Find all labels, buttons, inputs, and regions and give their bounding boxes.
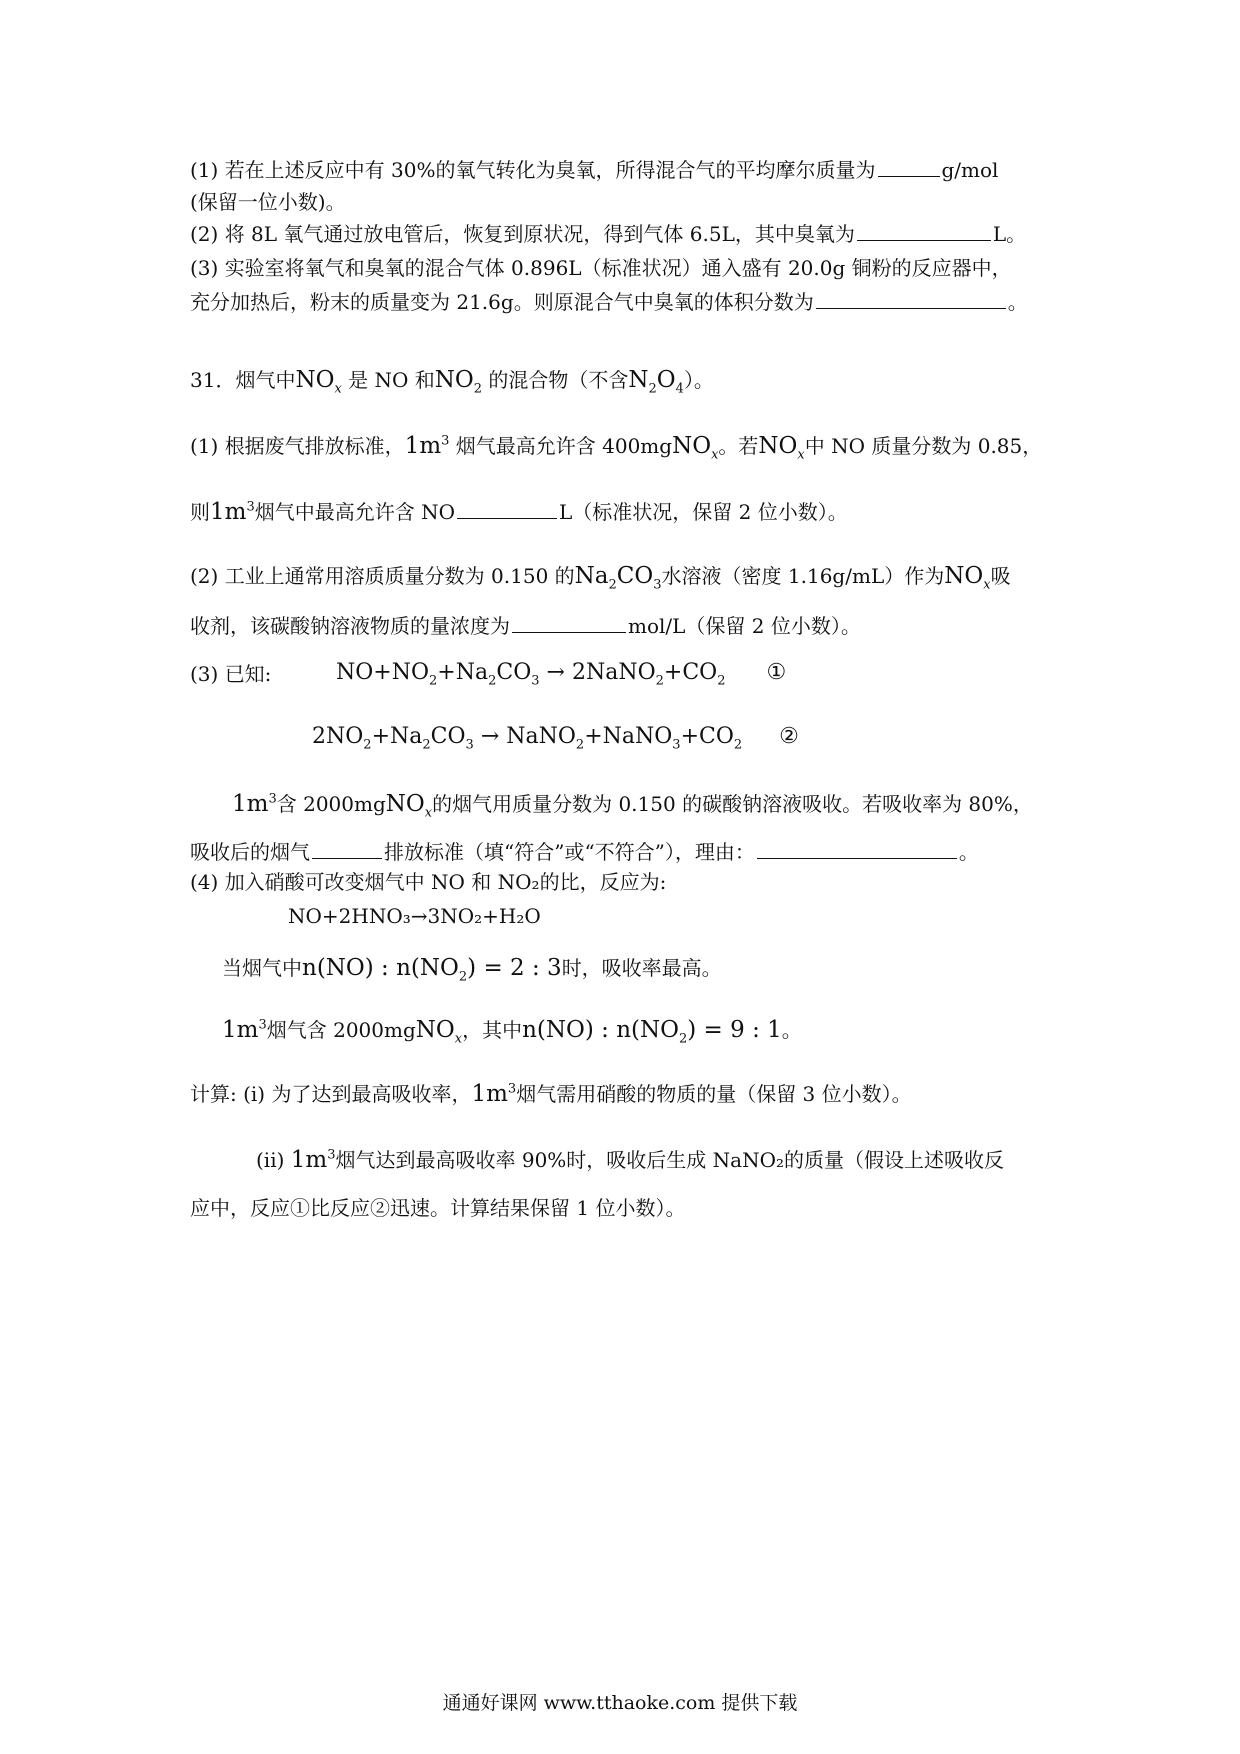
q30-part2-line: [190, 220, 1060, 248]
q30-part3-text: (3) 实验室将氧气和臭氧的混合气体 0.896L（标准状况）通入盛有 20.0g 铜粉的反应器中，: [190, 256, 1012, 280]
q30-part2-text: (2) 将 8L 氧气通过放电管后，恢复到原状况，得到气体 6.5L，其中臭氧为: [190, 222, 855, 246]
calc-text: 计算: (i) 为了达到最高吸收率，: [190, 1082, 472, 1106]
period-text: 。: [958, 840, 979, 864]
part1-text-6: 烟气中最高允许含 NO: [254, 500, 455, 524]
part1-text-7: L（标准状况，保留 2 位小数）。: [559, 500, 848, 524]
answer-blank[interactable]: [816, 288, 1006, 309]
ratio-expression: n(NO) : $n(NO_2) = 2$ : 3: [302, 955, 562, 985]
unit-text: L。: [992, 222, 1027, 246]
formula-m3: $1m^3$: [404, 433, 450, 459]
part4-text-2: 当烟气中: [222, 956, 302, 980]
equation-3: NO+2HNO₃→3NO₂+H₂O: [288, 904, 541, 928]
formula-m3: $1m^3$: [210, 499, 255, 525]
intro-text: 是 NO 和: [348, 368, 435, 392]
answer-blank[interactable]: [757, 838, 957, 859]
part3-text-3: 吸收后的烟气: [190, 840, 310, 864]
q31-part4-line1: [190, 868, 1060, 896]
formula-na2co3: $Na_2CO_3$: [574, 563, 662, 593]
calc-text-4: 应中，反应①比反应②迅速。计算结果保留 1 位小数）。: [190, 1196, 686, 1220]
part4-text-4: 烟气含 2000mg: [266, 1018, 416, 1042]
formula-m3: $1m^3$: [471, 1081, 517, 1107]
part2-text: (2) 工业上通常用溶质质量分数为 0.150 的: [190, 564, 575, 588]
equation-1-number: ①: [766, 660, 787, 685]
q31-part4-line3: [222, 1016, 1060, 1047]
q30-part1-line1: [190, 156, 1060, 184]
q30-part1-note: (保留一位小数)。: [190, 190, 346, 214]
q30-part3-line2: [190, 288, 1060, 316]
equation-2-number: ②: [779, 724, 799, 749]
formula-m3: $1m^3$: [222, 1017, 267, 1043]
formula-n2o4: $N_2O_4$: [628, 367, 684, 397]
part2-text-3: 吸: [990, 564, 1011, 588]
q30-part3-line1: [190, 254, 1060, 282]
q31-calc-line1: [190, 1080, 1060, 1108]
q31-part1-line1: [190, 432, 1060, 463]
part3-text-4: 排放标准（填“符合”或“不符合”），理由：: [384, 840, 755, 864]
answer-blank[interactable]: [512, 612, 626, 633]
formula-nox: $NO_x$: [944, 563, 991, 593]
answer-blank[interactable]: [857, 220, 991, 241]
page-footer: 通通好课网 www.tthaoke.com 提供下载: [442, 1692, 798, 1714]
period-text: 。: [1007, 290, 1028, 314]
q31-part3-line3: [232, 790, 1060, 821]
q31-part4-line2: [222, 954, 1060, 985]
part2-text-2: 水溶液（密度 1.16g/mL）作为: [661, 564, 945, 588]
q30-part1-text: (1) 若在上述反应中有 30%的氧气转化为臭氧，所得混合气的平均摩尔质量为: [190, 158, 876, 182]
part2-text-5: mol/L（保留 2 位小数）。: [628, 614, 861, 638]
ratio-expression-2: n(NO) : $n(NO_2) = 9$ : 1: [522, 1017, 782, 1047]
q31-calc-line3: [190, 1194, 1060, 1222]
formula-nox: $NO_x$: [385, 791, 433, 821]
answer-blank[interactable]: [457, 498, 557, 519]
part4-text: (4) 加入硝酸可改变烟气中 NO 和 NO₂的比，反应为:: [190, 870, 667, 894]
intro-text-3: ）。: [683, 368, 714, 392]
calc-text-2: 烟气需用硝酸的物质的量（保留 3 位小数）。: [516, 1082, 912, 1106]
q31-part2-line2: [190, 612, 1060, 640]
q30-part3-text-2: 充分加热后，粉末的质量变为 21.6g。则原混合气中臭氧的体积分数为: [190, 290, 814, 314]
q31-calc-line2: [256, 1146, 1060, 1174]
period-text: 。: [781, 1018, 802, 1042]
part3-text: 含 2000mg: [276, 792, 386, 816]
part1-text-4: 中 NO 质量分数为 0.85，: [804, 434, 1043, 458]
unit-text: g/mol: [941, 158, 999, 182]
q31-part1-line2: [190, 498, 1060, 526]
answer-blank[interactable]: [878, 156, 940, 177]
intro-text-2: 的混合物（不含: [488, 368, 629, 392]
q30-part1-line2: [190, 188, 1060, 216]
q31-intro: [190, 366, 1060, 397]
q31-number: 31．烟气中: [190, 368, 296, 392]
part3-label: (3) 已知:: [190, 662, 272, 686]
q31-part2-line1: [190, 562, 1060, 593]
calc-label-ii: (ii): [256, 1148, 285, 1172]
part3-text-2: 的烟气用质量分数为 0.150 的碳酸钠溶液吸收。若吸收率为 80%，: [432, 792, 1033, 816]
part4-text-5: ，其中: [462, 1018, 523, 1042]
part2-text-4: 收剂，该碳酸钠溶液物质的量浓度为: [190, 614, 510, 638]
answer-blank[interactable]: [312, 838, 382, 859]
calc-text-3: 烟气达到最高吸收率 90%时，吸收后生成 NaNO₂的质量（假设上述吸收反: [335, 1148, 1005, 1172]
formula-nox: $NO_x$: [758, 433, 805, 463]
equation-2: $2NO_2+Na_2CO_3$ → $NaNO_2+NaNO_3+CO_2$ ②: [312, 724, 799, 753]
formula-nox: $NO_x$: [672, 433, 719, 463]
part4-text-3: 时，吸收率最高。: [561, 956, 722, 980]
part1-text-2: 烟气最高允许含 400mg: [455, 434, 673, 458]
part1-text: (1) 根据废气排放标准，: [190, 434, 405, 458]
q31-part4-equation: [288, 902, 888, 930]
part1-text-3: 。若: [718, 434, 759, 458]
equation-1: $NO+NO_2+Na_2CO_3$ → $2NaNO_2+CO_2$ ①: [336, 660, 787, 689]
q31-part3-line4: [190, 838, 1060, 866]
formula-no2: $NO_2$: [434, 367, 483, 397]
formula-m3: $1m^3$: [232, 791, 277, 817]
formula-nox: $NO_x$: [295, 367, 342, 397]
formula-m3: $1m^3$: [290, 1147, 336, 1173]
part1-text-5: 则: [190, 500, 210, 524]
formula-nox: $NO_x$: [415, 1017, 463, 1047]
